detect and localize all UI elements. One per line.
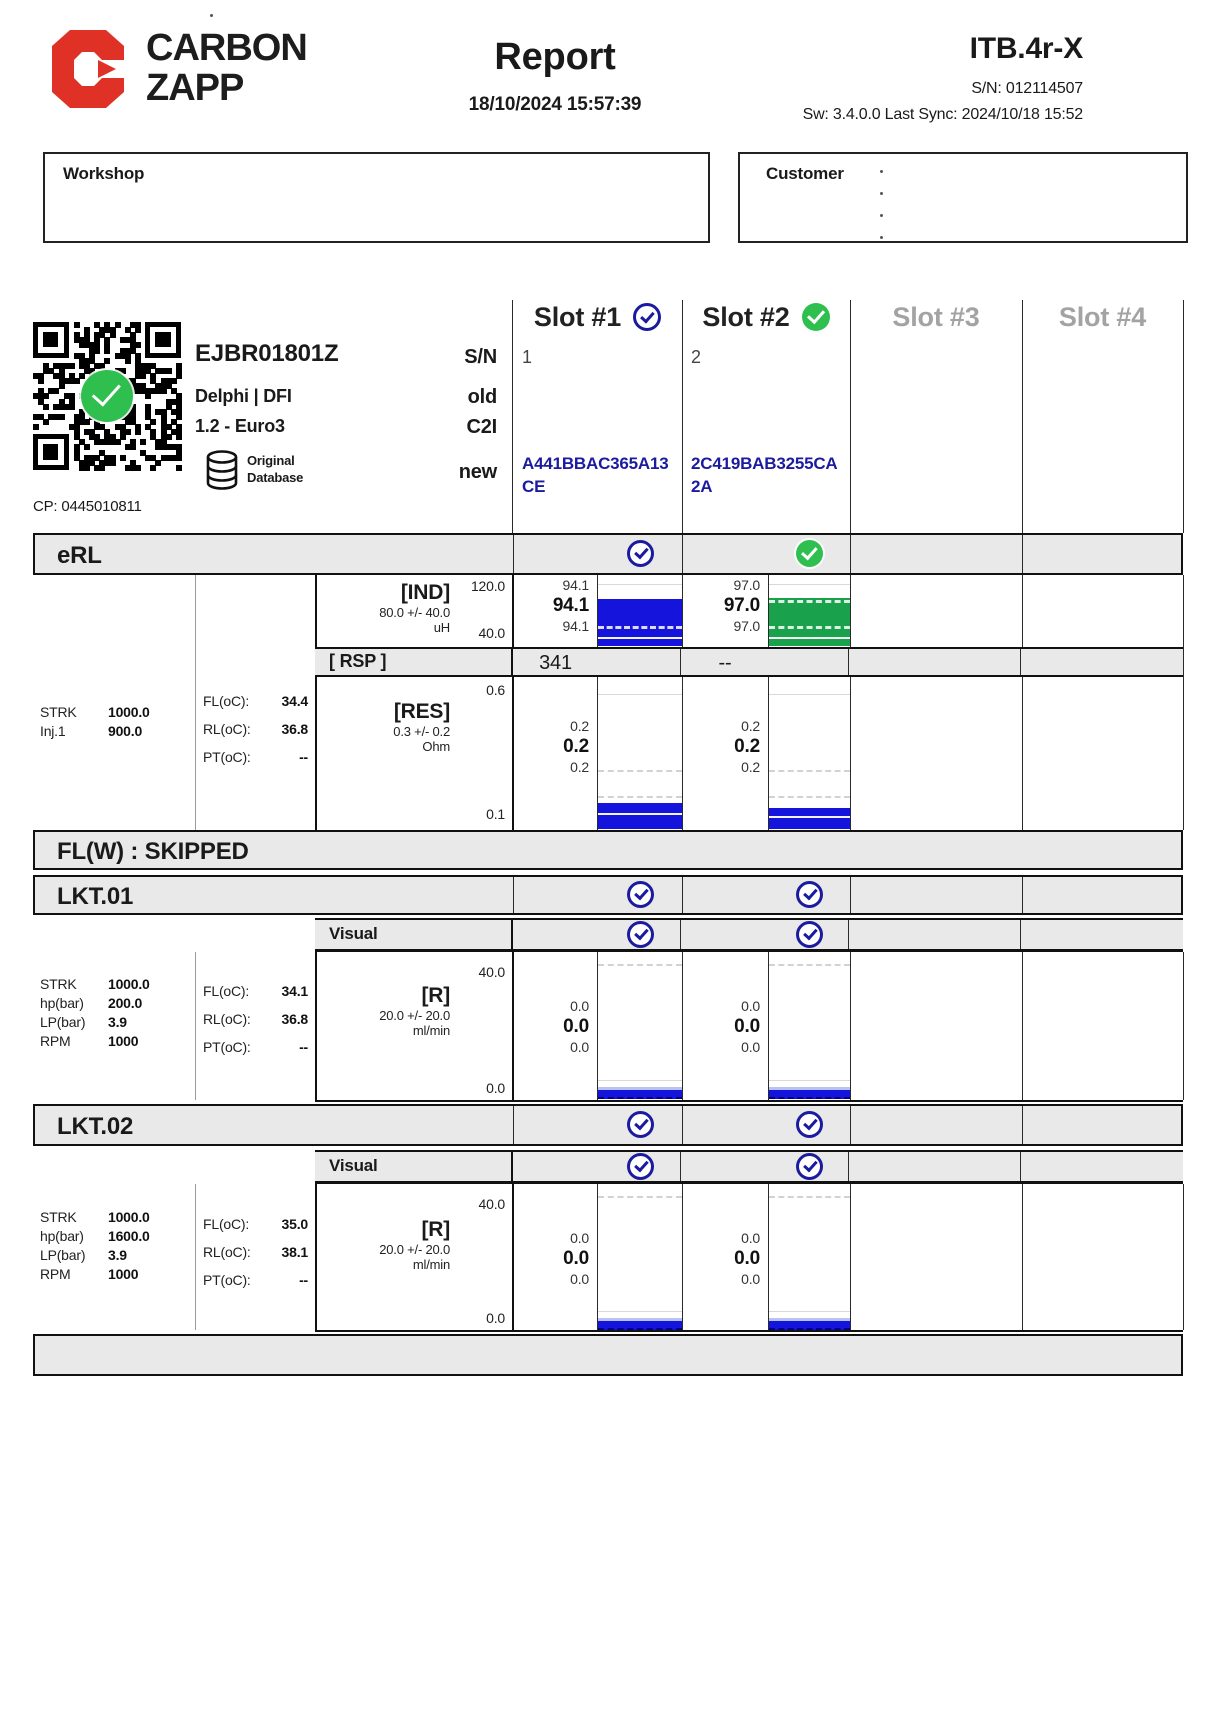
lkt01-section-bar (33, 875, 1183, 915)
param-label: STRK (40, 976, 77, 992)
grid-line (769, 1097, 850, 1099)
ind-unit: uH (433, 620, 450, 635)
lkt02-slot1-values (513, 1230, 589, 1287)
grid-line (511, 920, 513, 949)
customer-field-colon (880, 170, 883, 173)
lkt01-slot1-avg: 0.0 (563, 1016, 589, 1037)
row-label-sn: S/N (464, 346, 497, 368)
slot1-new-code: A441BBAC365A13CE (522, 454, 669, 496)
grid-line (1183, 1184, 1184, 1330)
slot1-title: Slot #1 (533, 301, 622, 332)
grid-line (315, 1100, 1183, 1102)
param-label: STRK (40, 704, 77, 720)
temp-value: 38.1 (281, 1244, 308, 1260)
res-scale-top: 0.6 (486, 682, 505, 698)
grid-line (769, 1196, 850, 1198)
lkt01-title: LKT.01 (57, 883, 134, 910)
res-slot2-min: 0.2 (741, 759, 760, 775)
dot-artifact (210, 14, 213, 17)
temp-label: PT(oC): (203, 749, 251, 765)
lkt02-slot2-check-icon (796, 1111, 823, 1138)
grid-line (769, 600, 850, 603)
grid-line (850, 952, 851, 1100)
lkt01-slot2-values (682, 998, 760, 1055)
grid-line (1022, 877, 1023, 913)
lkt02-params (40, 1208, 190, 1284)
grid-line (512, 300, 513, 533)
ind-slot1-avg: 94.1 (552, 595, 589, 616)
param-label: LP(bar) (40, 1014, 86, 1030)
lkt01-visual-slot1-check-icon (627, 921, 654, 948)
lkt01-slot1-max: 0.0 (570, 998, 589, 1014)
grid-line (598, 1311, 682, 1312)
grid-line (598, 1080, 682, 1081)
param-value: 1000 (108, 1033, 139, 1049)
grid-line (769, 1080, 850, 1081)
grid-line (769, 584, 850, 585)
grid-line (682, 535, 683, 573)
grid-line (598, 637, 682, 639)
lkt02-r-test-cell (315, 1218, 450, 1272)
temp-value: 36.8 (281, 721, 308, 737)
lkt01-slot2-min: 0.0 (741, 1039, 760, 1055)
grid-line (850, 300, 851, 533)
lkt02-scale-bottom: 0.0 (486, 1310, 505, 1326)
report-datetime: 18/10/2024 15:57:39 (468, 94, 642, 115)
lkt01-r-unit: ml/min (412, 1023, 450, 1038)
db-badge-line2: Database (247, 470, 304, 485)
lkt01-slot2-avg: 0.0 (734, 1016, 760, 1037)
lkt02-visual-band (315, 1150, 1183, 1184)
res-slot1-max: 0.2 (570, 718, 589, 734)
grid-line (598, 1196, 682, 1198)
logo-text-line2: ZAPP (146, 67, 244, 109)
customer-field-colon (880, 192, 883, 195)
temp-label: RL(oC): (203, 721, 251, 737)
grid-line (598, 1318, 682, 1330)
grid-line (769, 796, 850, 798)
grid-line (598, 1087, 682, 1099)
param-label: STRK (40, 1209, 77, 1225)
grid-line (769, 1318, 850, 1330)
lkt02-section-bar (33, 1104, 1183, 1146)
lkt01-r-name: [R] (421, 984, 450, 1007)
grid-line (513, 535, 514, 573)
lkt02-r-unit: ml/min (412, 1257, 450, 1272)
rsp-slot1-value: 341 (539, 652, 572, 674)
grid-line (511, 1152, 513, 1181)
grid-line (848, 649, 849, 675)
res-slot2-max: 0.2 (741, 718, 760, 734)
grid-line (513, 1106, 514, 1144)
lkt02-visual-slot2-check-icon (796, 1153, 823, 1180)
lkt01-visual-label: Visual (329, 924, 378, 943)
grid-line (1183, 575, 1184, 830)
lkt02-slot1-bar (598, 1184, 682, 1330)
res-slot1-min: 0.2 (570, 759, 589, 775)
lkt02-slot1-max: 0.0 (570, 1230, 589, 1246)
slot3-title: Slot #3 (892, 302, 980, 332)
grid-line (769, 770, 850, 772)
param-value: 3.9 (108, 1247, 127, 1263)
lkt01-params (40, 975, 190, 1051)
grid-line (598, 803, 682, 829)
temp-label: RL(oC): (203, 1244, 251, 1260)
device-sw-line: Sw: 3.4.0.0 Last Sync: 2024/10/18 15:52 (802, 106, 1083, 123)
temp-value: -- (299, 749, 308, 765)
grid-line (769, 637, 850, 639)
grid-line (769, 964, 850, 966)
res-tolerance: 0.3 +/- 0.2 (393, 724, 450, 739)
lkt01-slot1-values (513, 998, 589, 1055)
customer-box (738, 152, 1188, 243)
grid-line (195, 1184, 196, 1330)
grid-line (1020, 1152, 1021, 1181)
res-slot2-bar (769, 677, 850, 829)
grid-line (769, 816, 850, 818)
grid-line (598, 694, 682, 695)
grid-line (680, 920, 681, 949)
res-test-cell (315, 700, 450, 754)
temp-value: 34.1 (281, 983, 308, 999)
param-value: 1600.0 (108, 1228, 150, 1244)
slot2-sn: 2 (691, 347, 701, 367)
customer-field-colon (880, 236, 883, 239)
grid-line (598, 770, 682, 772)
slot1-check-icon (633, 303, 661, 331)
workshop-label: Workshop (63, 164, 145, 183)
qr-verified-check-icon (81, 370, 133, 422)
erl-title: eRL (57, 542, 102, 569)
lkt02-temps (203, 1215, 308, 1290)
grid-line (769, 1311, 850, 1312)
customer-field-colon (880, 214, 883, 217)
grid-line (769, 694, 850, 695)
lkt02-slot1-check-icon (627, 1111, 654, 1138)
temp-label: PT(oC): (203, 1272, 251, 1288)
ind-tolerance: 80.0 +/- 40.0 (379, 605, 450, 620)
lkt01-slot1-min: 0.0 (570, 1039, 589, 1055)
grid-line (680, 649, 681, 675)
res-slot1-values (513, 718, 589, 775)
ind-slot1-min: 94.1 (562, 618, 589, 634)
grid-line (1183, 952, 1184, 1100)
lkt01-slot2-bar (769, 952, 850, 1099)
grid-line (769, 1328, 850, 1330)
res-scale-bottom: 0.1 (486, 806, 505, 822)
ind-slot2-values (682, 577, 760, 634)
grid-line (769, 808, 850, 829)
grid-line (315, 1330, 1183, 1332)
grid-line (1022, 535, 1023, 573)
lkt01-slot2-max: 0.0 (741, 998, 760, 1014)
slot2-title: Slot #2 (702, 301, 790, 332)
grid-line (598, 1328, 682, 1330)
grid-line (850, 1184, 851, 1330)
lkt01-scale-top: 40.0 (478, 964, 505, 980)
res-unit: Ohm (422, 739, 450, 754)
lkt02-visual-label: Visual (329, 1156, 378, 1175)
flw-section-bar (33, 830, 1183, 870)
lkt02-scale-top: 40.0 (478, 1196, 505, 1212)
customer-label: Customer (766, 164, 844, 183)
ind-slot1-bar (598, 575, 682, 646)
lkt02-slot2-max: 0.0 (741, 1230, 760, 1246)
res-test-name: [RES] (393, 700, 450, 723)
row-label-new: new (458, 461, 497, 483)
grid-line (769, 1087, 850, 1099)
lkt02-slot2-bar (769, 1184, 850, 1330)
lkt01-slot1-bar (598, 952, 682, 1099)
grid-line (680, 1152, 681, 1181)
slot1-header (513, 300, 682, 334)
injector-cp: CP: 0445010811 (33, 498, 142, 515)
lkt02-slot2-values (682, 1230, 760, 1287)
carbon-zapp-logo-icon (40, 26, 136, 112)
grid-line (682, 1106, 683, 1144)
grid-line (1020, 920, 1021, 949)
grid-line (195, 952, 196, 1100)
param-value: 1000 (108, 1266, 139, 1282)
lkt02-r-name: [R] (421, 1218, 450, 1241)
temp-value: -- (299, 1272, 308, 1288)
erl-temps (203, 692, 308, 767)
lkt01-visual-slot2-check-icon (796, 921, 823, 948)
param-value: 3.9 (108, 1014, 127, 1030)
grid-line (1183, 300, 1184, 533)
ind-slot2-max: 97.0 (733, 577, 760, 593)
grid-line (598, 626, 682, 629)
grid-line (598, 584, 682, 585)
grid-line (1022, 575, 1023, 830)
grid-line (1022, 952, 1023, 1100)
grid-line (850, 535, 851, 573)
grid-line (850, 877, 851, 913)
temp-label: FL(oC): (203, 1216, 250, 1232)
ind-scale-top: 120.0 (470, 578, 505, 594)
param-label: hp(bar) (40, 995, 84, 1011)
erl-params (40, 703, 190, 741)
lkt01-r-test-cell (315, 984, 450, 1038)
lkt01-scale-bottom: 0.0 (486, 1080, 505, 1096)
grid-line (769, 626, 850, 629)
grid-line (513, 877, 514, 913)
row-label-old: old (467, 386, 497, 408)
report-title: Report (494, 36, 616, 78)
ind-slot1-values (513, 577, 589, 634)
grid-line (195, 575, 196, 830)
temp-value: 35.0 (281, 1216, 308, 1232)
grid-line (850, 575, 851, 830)
db-badge-line1: Original (247, 453, 295, 468)
grid-line (1022, 300, 1023, 533)
grid-line (682, 300, 683, 533)
param-value: 1000.0 (108, 976, 150, 992)
ind-slot2-bar (769, 575, 850, 646)
grid-line (598, 813, 682, 815)
lkt02-slot1-min: 0.0 (570, 1271, 589, 1287)
lkt02-slot1-avg: 0.0 (563, 1248, 589, 1269)
workshop-box (43, 152, 710, 243)
rsp-test-name: [ RSP ] (329, 651, 387, 671)
lkt02-slot2-min: 0.0 (741, 1271, 760, 1287)
erl-slot1-check-icon (627, 540, 654, 567)
res-slot1-bar (598, 677, 682, 829)
grid-line (682, 877, 683, 913)
flw-title: FL(W) : SKIPPED (57, 838, 249, 865)
lkt02-title: LKT.02 (57, 1113, 134, 1140)
param-label: Inj.1 (40, 723, 66, 739)
lkt02-visual-slot1-check-icon (627, 1153, 654, 1180)
temp-value: 36.8 (281, 1011, 308, 1027)
temp-value: -- (299, 1039, 308, 1055)
temp-label: RL(oC): (203, 1011, 251, 1027)
lkt01-r-tolerance: 20.0 +/- 20.0 (379, 1008, 450, 1023)
lkt01-slot1-check-icon (627, 881, 654, 908)
param-value: 1000.0 (108, 1209, 150, 1225)
grid-line (1022, 1184, 1023, 1330)
erl-section-bar (33, 533, 1183, 575)
database-icon (205, 450, 239, 490)
slot2-new-code: 2C419BAB3255CA2A (691, 454, 838, 496)
param-label: RPM (40, 1033, 71, 1049)
ind-scale-bottom: 40.0 (478, 625, 505, 641)
param-label: hp(bar) (40, 1228, 84, 1244)
ind-slot1-max: 94.1 (562, 577, 589, 593)
slot2-check-icon (802, 303, 830, 331)
res-slot1-avg: 0.2 (563, 736, 589, 757)
ind-test-cell (315, 581, 450, 635)
injector-code: EJBR01801Z (195, 340, 339, 367)
grid-line (850, 1106, 851, 1144)
temp-label: PT(oC): (203, 1039, 251, 1055)
lkt01-visual-band (315, 918, 1183, 952)
param-value: 1000.0 (108, 704, 150, 720)
slot1-sn: 1 (522, 347, 532, 367)
injector-family: 1.2 - Euro3 (195, 416, 285, 436)
res-slot2-values (682, 718, 760, 775)
device-serial: S/N: 012114507 (971, 80, 1083, 97)
grid-line (848, 1152, 849, 1181)
param-value: 200.0 (108, 995, 143, 1011)
param-label: LP(bar) (40, 1247, 86, 1263)
injector-make: Delphi | DFI (195, 386, 292, 406)
slot2-header (682, 300, 850, 334)
grid-line (769, 598, 850, 646)
temp-label: FL(oC): (203, 693, 250, 709)
temp-label: FL(oC): (203, 983, 250, 999)
res-slot2-avg: 0.2 (734, 736, 760, 757)
rsp-band (315, 647, 1183, 677)
grid-line (1020, 649, 1021, 675)
grid-line (598, 599, 682, 646)
row-label-c2i: C2I (466, 416, 497, 438)
lkt02-r-tolerance: 20.0 +/- 20.0 (379, 1242, 450, 1257)
temp-value: 34.4 (281, 693, 308, 709)
lkt02-slot2-avg: 0.0 (734, 1248, 760, 1269)
grid-line (598, 1097, 682, 1099)
logo-text-line1: CARBON (146, 27, 307, 69)
footer-section-bar (33, 1334, 1183, 1376)
grid-line (1022, 1106, 1023, 1144)
rsp-slot2-value: -- (718, 652, 732, 674)
slot4-title: Slot #4 (1058, 302, 1147, 332)
lkt01-temps (203, 982, 308, 1057)
ind-test-name: [IND] (400, 581, 450, 604)
param-label: RPM (40, 1266, 71, 1282)
param-value: 900.0 (108, 723, 143, 739)
device-model: ITB.4r-X (969, 32, 1083, 65)
ind-slot2-avg: 97.0 (723, 595, 760, 616)
grid-line (598, 964, 682, 966)
erl-slot2-check-icon (796, 540, 823, 567)
lkt01-slot2-check-icon (796, 881, 823, 908)
ind-slot2-min: 97.0 (733, 618, 760, 634)
grid-line (598, 796, 682, 798)
grid-line (848, 920, 849, 949)
